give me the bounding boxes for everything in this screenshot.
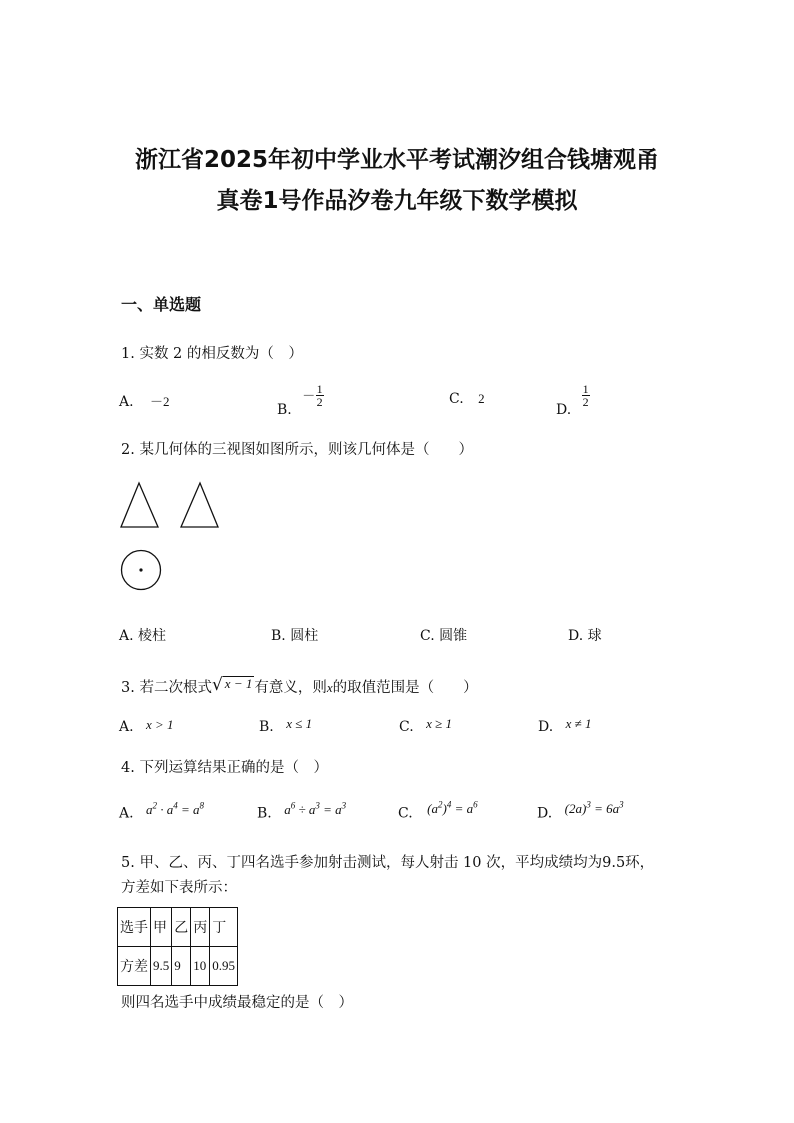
q3-option-a-label: A. [119, 719, 134, 735]
q4-option-a-expr [146, 802, 204, 817]
q2-option-a[interactable]: A. 棱柱 [119, 628, 167, 644]
q1-option-b[interactable] [277, 382, 323, 418]
q4-option-a[interactable] [119, 801, 205, 822]
q3-option-d[interactable] [538, 716, 592, 735]
table-row [118, 947, 238, 986]
q4-option-d[interactable] [537, 800, 624, 822]
q1-option-d-denominator: 2 [582, 395, 589, 409]
question-1-stem: 1. 实数 2 的相反数为（ ） [121, 346, 303, 362]
title-line-1: 浙江省2025年初中学业水平考试潮汐组合钱塘观甬 [134, 147, 659, 173]
q4-a-part: a [146, 802, 153, 818]
q1-option-b-label: B. [277, 401, 292, 418]
q3-option-b[interactable] [259, 716, 313, 735]
q3-option-d-value: x ≠ 1 [565, 716, 592, 731]
radical-sign-icon: √ [211, 675, 223, 695]
table-cell: 9 [172, 947, 191, 986]
table-cell: 方差 [118, 947, 151, 986]
table-cell: 丁 [210, 908, 238, 947]
q3-stem-pre: 3. 若二次根式 [121, 680, 212, 696]
q1-option-d-label: D. [556, 401, 572, 418]
q3-stem-mid: 有意义，则 [254, 680, 327, 696]
q4-option-d-label: D. [537, 805, 553, 822]
q4-option-d-expr [565, 801, 624, 816]
q1-option-c[interactable] [449, 391, 485, 407]
q2-option-b[interactable]: B. 圆柱 [271, 628, 319, 644]
q1-option-c-label: C. [449, 391, 464, 407]
q4-b-exp: 3 [341, 801, 347, 811]
q1-option-d-numerator: 1 [582, 382, 589, 396]
q4-c-part: ) [442, 801, 447, 817]
q4-b-part: = a [319, 802, 342, 818]
q4-option-c-expr [427, 801, 477, 816]
q3-radicand: x − 1 [224, 676, 253, 691]
q1-option-a-value: －2 [150, 394, 170, 409]
q4-a-part: = a [177, 802, 200, 818]
top-view-center-dot [139, 568, 142, 571]
side-view-triangle [181, 483, 218, 527]
title-line-2: 真卷1号作品汐卷九年级下数学模拟 [216, 188, 578, 214]
q4-a-exp: 8 [199, 801, 205, 811]
table-cell: 甲 [151, 908, 172, 947]
q4-c-exp: 2 [437, 800, 443, 810]
question-2-stem: 2. 某几何体的三视图如图所示，则该几何体是（ ） [121, 442, 473, 458]
question-4-stem: 4. 下列运算结果正确的是（ ） [121, 760, 328, 776]
question-5-stem-line-1: 5. 甲、乙、丙、丁四名选手参加射击测试，每人射击 10 次，平均成绩均为9.5环， [121, 855, 655, 871]
q4-b-part: a [284, 802, 291, 818]
q1-option-d-fraction [582, 383, 590, 408]
table-row [118, 908, 238, 947]
q4-option-b-expr [284, 802, 346, 817]
question-3-stem [121, 676, 478, 697]
q4-a-exp: 2 [152, 801, 158, 811]
three-views-figure [118, 481, 224, 593]
variance-table [117, 907, 238, 986]
q4-option-b[interactable] [257, 801, 347, 822]
q3-option-c[interactable] [399, 716, 453, 735]
q4-d-part: (2a) [564, 801, 587, 817]
table-cell: 丙 [191, 908, 210, 947]
q4-option-c-label: C. [398, 805, 413, 822]
q1-option-b-numerator: 1 [316, 382, 323, 396]
table-cell: 乙 [172, 908, 191, 947]
q1-option-b-fraction [316, 383, 324, 408]
q3-stem-post: 的取值范围是（ ） [332, 680, 478, 696]
q1-option-a-label: A. [119, 394, 134, 410]
q1-option-b-denominator: 2 [316, 395, 323, 409]
section-heading: 一、单选题 [121, 295, 202, 314]
q4-b-exp: 3 [315, 801, 320, 811]
q3-option-c-label: C. [399, 719, 414, 735]
q1-option-b-sign: － [302, 387, 316, 403]
q4-option-c[interactable] [398, 800, 478, 822]
q4-c-part: (a [427, 801, 438, 817]
table-cell: 10 [191, 947, 210, 986]
q4-option-a-label: A. [119, 805, 134, 822]
q3-option-a[interactable] [119, 719, 174, 735]
q4-d-exp: 3 [586, 800, 591, 810]
q4-c-exp: 6 [473, 800, 478, 810]
table-cell: 9.5 [151, 947, 172, 986]
q2-option-c[interactable]: C. 圆锥 [420, 628, 468, 644]
q3-option-b-label: B. [259, 719, 274, 735]
q4-option-b-label: B. [257, 805, 272, 822]
q1-option-d[interactable] [556, 382, 589, 418]
q3-option-a-value: x > 1 [146, 717, 174, 732]
question-5-stem-line-2: 方差如下表所示： [121, 880, 237, 896]
q4-b-exp: 6 [290, 801, 296, 811]
q4-c-part: = a [451, 801, 474, 817]
q1-option-c-value: 2 [478, 391, 485, 406]
q3-option-b-value: x ≤ 1 [286, 716, 313, 731]
table-cell: 选手 [118, 908, 151, 947]
question-5-followup: 则四名选手中成绩最稳定的是（ ） [121, 995, 353, 1011]
q4-a-exp: 4 [173, 801, 178, 811]
q3-option-d-label: D. [538, 719, 554, 735]
table-cell: 0.95 [210, 947, 238, 986]
front-view-triangle [121, 483, 158, 527]
q3-option-c-value: x ≥ 1 [426, 716, 453, 731]
q3-variable: x [326, 680, 333, 695]
q4-c-exp: 4 [446, 800, 452, 810]
q4-d-part: = 6a [590, 801, 620, 817]
q4-b-part: ÷ a [295, 802, 316, 818]
q4-a-part: · a [157, 802, 174, 818]
q2-option-d[interactable]: D. 球 [568, 628, 602, 644]
q4-d-exp: 3 [619, 800, 624, 810]
q1-option-a[interactable] [119, 391, 170, 410]
